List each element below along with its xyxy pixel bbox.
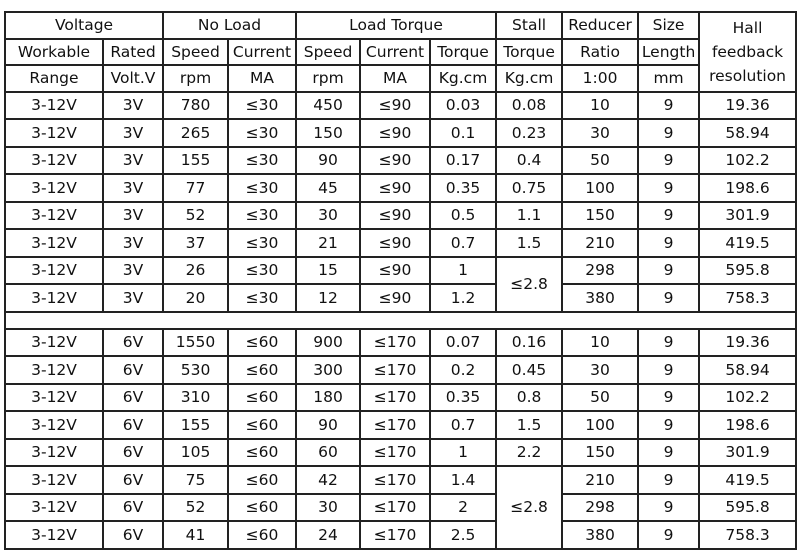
cell-load-speed: 60: [296, 439, 360, 467]
cell-noload-speed: 52: [163, 202, 228, 230]
cell-load-torque: 0.1: [430, 119, 496, 147]
cell-noload-speed: 41: [163, 521, 228, 549]
header-noload-speed: Speed: [163, 39, 228, 66]
header-noload-current-unit: MA: [228, 65, 296, 92]
cell-ratio: 210: [562, 229, 638, 257]
cell-length: 9: [638, 439, 699, 467]
cell-load-current: ≤170: [360, 356, 430, 384]
cell-load-torque: 1.2: [430, 284, 496, 312]
table-row: [5, 202, 796, 230]
cell-hall-resolution: 58.94: [699, 119, 796, 147]
cell-length: 9: [638, 257, 699, 285]
cell-ratio: 210: [562, 466, 638, 494]
cell-range: 3-12V: [5, 147, 103, 175]
cell-hall-resolution: 419.5: [699, 466, 796, 494]
table-row: [5, 521, 796, 549]
table-row: [5, 284, 796, 312]
cell-range: 3-12V: [5, 329, 103, 357]
cell-load-speed: 42: [296, 466, 360, 494]
cell-hall-resolution: 198.6: [699, 174, 796, 202]
header-load-speed-unit: rpm: [296, 65, 360, 92]
cell-length: 9: [638, 329, 699, 357]
cell-hall-resolution: 198.6: [699, 411, 796, 439]
cell-noload-current: ≤60: [228, 356, 296, 384]
cell-load-current: ≤90: [360, 119, 430, 147]
cell-noload-speed: 530: [163, 356, 228, 384]
cell-rated-volt: 3V: [103, 202, 163, 230]
table-row: [5, 411, 796, 439]
cell-rated-volt: 3V: [103, 284, 163, 312]
group-separator: [5, 312, 796, 329]
cell-range: 3-12V: [5, 119, 103, 147]
cell-rated-volt: 3V: [103, 119, 163, 147]
cell-range: 3-12V: [5, 411, 103, 439]
cell-stall-torque: 2.2: [496, 439, 562, 467]
header-length-unit: mm: [638, 65, 699, 92]
cell-load-torque: 1.4: [430, 466, 496, 494]
cell-range: 3-12V: [5, 284, 103, 312]
cell-load-torque: 2.5: [430, 521, 496, 549]
cell-load-speed: 90: [296, 411, 360, 439]
cell-noload-speed: 155: [163, 147, 228, 175]
cell-ratio: 380: [562, 284, 638, 312]
cell-length: 9: [638, 356, 699, 384]
cell-range: 3-12V: [5, 229, 103, 257]
cell-hall-resolution: 102.2: [699, 147, 796, 175]
cell-load-current: ≤90: [360, 92, 430, 120]
cell-rated-volt: 6V: [103, 439, 163, 467]
cell-load-torque: 0.2: [430, 356, 496, 384]
cell-ratio: 10: [562, 92, 638, 120]
cell-load-speed: 300: [296, 356, 360, 384]
cell-ratio: 10: [562, 329, 638, 357]
cell-hall-resolution: 19.36: [699, 92, 796, 120]
cell-noload-speed: 20: [163, 284, 228, 312]
header-workable: Workable: [5, 39, 103, 66]
table-row: [5, 494, 796, 522]
motor-spec-table: [4, 11, 797, 550]
cell-length: 9: [638, 521, 699, 549]
cell-stall-torque: 1.1: [496, 202, 562, 230]
header-load-current-unit: MA: [360, 65, 430, 92]
cell-rated-volt: 6V: [103, 521, 163, 549]
cell-rated-volt: 3V: [103, 229, 163, 257]
header-row-2: [5, 39, 796, 66]
cell-stall-torque: 0.16: [496, 329, 562, 357]
cell-noload-current: ≤60: [228, 466, 296, 494]
cell-noload-current: ≤60: [228, 329, 296, 357]
table-row: [5, 229, 796, 257]
header-load-current: Current: [360, 39, 430, 66]
cell-range: 3-12V: [5, 521, 103, 549]
cell-rated-volt: 6V: [103, 466, 163, 494]
cell-range: 3-12V: [5, 466, 103, 494]
cell-load-current: ≤170: [360, 521, 430, 549]
cell-noload-current: ≤60: [228, 521, 296, 549]
cell-noload-speed: 37: [163, 229, 228, 257]
header-load-torque-unit: Kg.cm: [430, 65, 496, 92]
cell-rated-volt: 3V: [103, 257, 163, 285]
cell-load-current: ≤170: [360, 329, 430, 357]
header-stall-torque-unit: Kg.cm: [496, 65, 562, 92]
cell-load-current: ≤90: [360, 229, 430, 257]
cell-range: 3-12V: [5, 257, 103, 285]
cell-load-speed: 30: [296, 202, 360, 230]
cell-noload-speed: 780: [163, 92, 228, 120]
header-ratio: Ratio: [562, 39, 638, 66]
cell-length: 9: [638, 229, 699, 257]
header-ratio-unit: 1:00: [562, 65, 638, 92]
cell-ratio: 50: [562, 384, 638, 412]
cell-noload-speed: 310: [163, 384, 228, 412]
cell-length: 9: [638, 147, 699, 175]
cell-noload-current: ≤30: [228, 147, 296, 175]
separator-row: [5, 312, 796, 329]
cell-noload-speed: 75: [163, 466, 228, 494]
cell-range: 3-12V: [5, 384, 103, 412]
header-voltage: Voltage: [5, 12, 163, 39]
cell-noload-current: ≤60: [228, 494, 296, 522]
cell-hall-resolution: 58.94: [699, 356, 796, 384]
cell-noload-speed: 265: [163, 119, 228, 147]
cell-load-torque: 0.07: [430, 329, 496, 357]
cell-stall-torque-merged: ≤2.8: [496, 466, 562, 549]
cell-noload-current: ≤60: [228, 384, 296, 412]
cell-hall-resolution: 595.8: [699, 257, 796, 285]
cell-ratio: 150: [562, 439, 638, 467]
cell-load-speed: 90: [296, 147, 360, 175]
header-noload-current: Current: [228, 39, 296, 66]
cell-load-torque: 2: [430, 494, 496, 522]
header-stall-torque: Torque: [496, 39, 562, 66]
cell-rated-volt: 3V: [103, 147, 163, 175]
cell-load-current: ≤90: [360, 147, 430, 175]
header-row-1: [5, 12, 796, 39]
cell-ratio: 380: [562, 521, 638, 549]
cell-noload-speed: 1550: [163, 329, 228, 357]
cell-ratio: 30: [562, 356, 638, 384]
table-row: [5, 329, 796, 357]
cell-load-current: ≤90: [360, 202, 430, 230]
table-row: [5, 174, 796, 202]
cell-hall-resolution: 758.3: [699, 284, 796, 312]
cell-stall-torque: 0.4: [496, 147, 562, 175]
cell-noload-current: ≤30: [228, 174, 296, 202]
header-load-speed: Speed: [296, 39, 360, 66]
cell-hall-resolution: 301.9: [699, 202, 796, 230]
cell-hall-resolution: 102.2: [699, 384, 796, 412]
cell-rated-volt: 6V: [103, 356, 163, 384]
cell-load-speed: 15: [296, 257, 360, 285]
cell-load-torque: 0.7: [430, 229, 496, 257]
cell-load-speed: 45: [296, 174, 360, 202]
cell-hall-resolution: 419.5: [699, 229, 796, 257]
cell-load-speed: 150: [296, 119, 360, 147]
cell-load-speed: 30: [296, 494, 360, 522]
cell-hall-resolution: 19.36: [699, 329, 796, 357]
cell-noload-current: ≤30: [228, 257, 296, 285]
cell-noload-speed: 26: [163, 257, 228, 285]
cell-ratio: 100: [562, 174, 638, 202]
cell-load-speed: 900: [296, 329, 360, 357]
cell-stall-torque: 1.5: [496, 411, 562, 439]
cell-noload-speed: 52: [163, 494, 228, 522]
cell-noload-speed: 155: [163, 411, 228, 439]
cell-load-speed: 450: [296, 92, 360, 120]
table-row: [5, 439, 796, 467]
table-row: [5, 356, 796, 384]
cell-range: 3-12V: [5, 174, 103, 202]
cell-length: 9: [638, 119, 699, 147]
cell-load-speed: 12: [296, 284, 360, 312]
table-row: [5, 92, 796, 120]
cell-range: 3-12V: [5, 439, 103, 467]
cell-stall-torque: 1.5: [496, 229, 562, 257]
cell-range: 3-12V: [5, 92, 103, 120]
group-3v: [5, 92, 796, 312]
table-row: [5, 147, 796, 175]
cell-load-current: ≤170: [360, 494, 430, 522]
cell-ratio: 298: [562, 494, 638, 522]
cell-load-current: ≤90: [360, 174, 430, 202]
cell-rated-volt: 3V: [103, 174, 163, 202]
cell-load-torque: 0.5: [430, 202, 496, 230]
cell-ratio: 50: [562, 147, 638, 175]
cell-hall-resolution: 301.9: [699, 439, 796, 467]
cell-rated-volt: 6V: [103, 329, 163, 357]
cell-hall-resolution: 758.3: [699, 521, 796, 549]
header-rated: Rated: [103, 39, 163, 66]
separator-cell: [5, 312, 796, 329]
cell-load-torque: 0.35: [430, 384, 496, 412]
header-length: Length: [638, 39, 699, 66]
cell-noload-current: ≤60: [228, 411, 296, 439]
cell-rated-volt: 6V: [103, 494, 163, 522]
cell-load-torque: 0.35: [430, 174, 496, 202]
cell-load-speed: 24: [296, 521, 360, 549]
cell-noload-current: ≤30: [228, 202, 296, 230]
cell-load-torque: 0.7: [430, 411, 496, 439]
header-range: Range: [5, 65, 103, 92]
cell-length: 9: [638, 384, 699, 412]
cell-load-current: ≤170: [360, 411, 430, 439]
cell-load-torque: 1: [430, 257, 496, 285]
header-no-load: No Load: [163, 12, 296, 39]
cell-noload-speed: 77: [163, 174, 228, 202]
cell-stall-torque: 0.8: [496, 384, 562, 412]
cell-load-current: ≤170: [360, 466, 430, 494]
cell-noload-current: ≤60: [228, 439, 296, 467]
cell-load-torque: 1: [430, 439, 496, 467]
cell-length: 9: [638, 411, 699, 439]
cell-stall-torque: 0.23: [496, 119, 562, 147]
header-volt-unit: Volt.V: [103, 65, 163, 92]
cell-ratio: 100: [562, 411, 638, 439]
table-row: [5, 466, 796, 494]
cell-noload-current: ≤30: [228, 284, 296, 312]
cell-range: 3-12V: [5, 202, 103, 230]
header-stall: Stall: [496, 12, 562, 39]
cell-load-speed: 180: [296, 384, 360, 412]
cell-load-torque: 0.17: [430, 147, 496, 175]
cell-noload-current: ≤30: [228, 229, 296, 257]
cell-rated-volt: 6V: [103, 384, 163, 412]
header-noload-speed-unit: rpm: [163, 65, 228, 92]
cell-rated-volt: 6V: [103, 411, 163, 439]
group-6v: [5, 329, 796, 549]
cell-length: 9: [638, 494, 699, 522]
cell-rated-volt: 3V: [103, 92, 163, 120]
cell-stall-torque: 0.75: [496, 174, 562, 202]
cell-noload-current: ≤30: [228, 92, 296, 120]
cell-length: 9: [638, 202, 699, 230]
cell-load-speed: 21: [296, 229, 360, 257]
header-size: Size: [638, 12, 699, 39]
cell-length: 9: [638, 174, 699, 202]
cell-load-current: ≤90: [360, 257, 430, 285]
cell-stall-torque-merged: ≤2.8: [496, 257, 562, 312]
table-row: [5, 384, 796, 412]
header-load-torque-col: Torque: [430, 39, 496, 66]
header-row-3: [5, 65, 796, 92]
cell-noload-speed: 105: [163, 439, 228, 467]
table-row: [5, 119, 796, 147]
cell-load-torque: 0.03: [430, 92, 496, 120]
cell-load-current: ≤90: [360, 284, 430, 312]
cell-range: 3-12V: [5, 356, 103, 384]
cell-range: 3-12V: [5, 494, 103, 522]
cell-ratio: 30: [562, 119, 638, 147]
cell-load-current: ≤170: [360, 384, 430, 412]
cell-length: 9: [638, 284, 699, 312]
cell-noload-current: ≤30: [228, 119, 296, 147]
cell-stall-torque: 0.08: [496, 92, 562, 120]
cell-ratio: 150: [562, 202, 638, 230]
header-hall-feedback: Hall feedback resolution: [699, 12, 796, 92]
cell-ratio: 298: [562, 257, 638, 285]
cell-stall-torque: 0.45: [496, 356, 562, 384]
header-reducer: Reducer: [562, 12, 638, 39]
cell-length: 9: [638, 466, 699, 494]
table-row: [5, 257, 796, 285]
header-load-torque: Load Torque: [296, 12, 496, 39]
cell-load-current: ≤170: [360, 439, 430, 467]
cell-hall-resolution: 595.8: [699, 494, 796, 522]
cell-length: 9: [638, 92, 699, 120]
